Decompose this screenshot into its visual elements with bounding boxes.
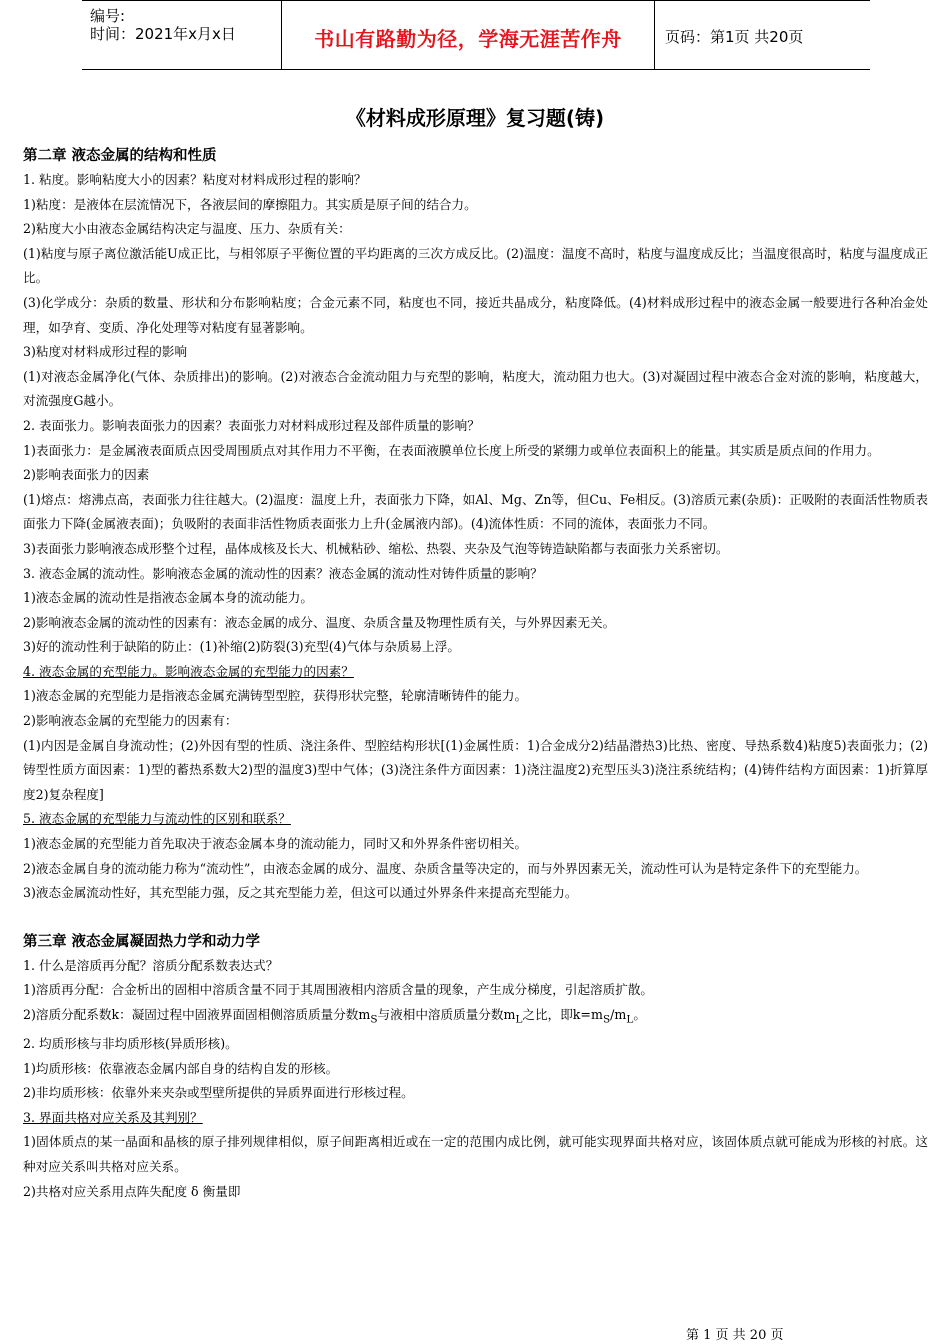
k-text-mid2: 之比，即k=m xyxy=(522,1007,603,1022)
k-text-end: 。 xyxy=(633,1007,646,1022)
header-left-cell xyxy=(82,1,282,69)
header-page-cell xyxy=(655,1,870,69)
page-footer: 第 1 页 共 20 页 xyxy=(686,1328,784,1343)
document-number-label: 编号: xyxy=(90,7,126,25)
paragraph: 2)影响液态金属的流动性的因素有：液态金属的成分、温度、杂质含量及物理性质有关，与外界因素无关。 xyxy=(23,614,616,630)
partition-coefficient-paragraph xyxy=(23,1003,928,1032)
paragraph: 3)液态金属流动性好，其充型能力强，反之其充型能力差，但这可以通过外界条件来提高充型能力。 xyxy=(23,885,578,901)
paragraph: 2)影响表面张力的因素 xyxy=(23,467,150,483)
header-page-code: 页码：第1页 共20页 xyxy=(665,28,804,46)
question-3-heading: 3. 界面共格对应关系及其判别？ xyxy=(23,1109,203,1125)
paragraph: 2)粘度大小由液态金属结构决定与温度、压力、杂质有关： xyxy=(23,221,351,237)
paragraph: 1)溶质再分配：合金析出的固相中溶质含量不同于其周围液相内溶质含量的现象，产生成分梯度，引起溶质扩散。 xyxy=(23,982,654,998)
chapter-3-heading: 第三章 液态金属凝固热力学和动力学 xyxy=(23,933,261,950)
paragraph: (1)内因是金属自身流动性；(2)外因有型的性质、浇注条件、型腔结构形状[(1)金属性质：1)合金成分2)结晶潜热3)比热、密度、导热系数4)粘度5)表面张力；(2)铸型性质方面因素：1)型的蓄热系数大2)型的温度3)型中气体；(3)浇注条件方面因素：1)浇注温度2)充型压头3)浇注系统结构；(4)铸件结构方面因素：1)折算厚度2)复杂程度] xyxy=(23,737,928,802)
k-text-slash: /m xyxy=(610,1007,627,1022)
paragraph: (1)对液态金属净化(气体、杂质排出)的影响。(2)对液态合金流动阻力与充型的影响，粘度大，流动阻力也大。(3)对凝固过程中液态合金对流的影响，粘度越大，对流强度G越小。 xyxy=(23,368,928,409)
paragraph: 3. 液态金属的流动性。影响液态金属的流动性的因素？液态金属的流动性对铸件质量的影响？ xyxy=(23,565,543,581)
chapter-2-heading: 第二章 液态金属的结构和性质 xyxy=(23,148,217,164)
paragraph: 1)液态金属的流动性是指液态金属本身的流动能力。 xyxy=(23,590,313,606)
paragraph: (1)粘度与原子离位激活能U成正比，与相邻原子平衡位置的平均距离的三次方成反比。(2)温度：温度不高时，粘度与温度成反比；当温度很高时，粘度与温度成正比。 xyxy=(23,245,928,286)
paragraph: 1)粘度：是液体在层流情况下，各液层间的摩擦阻力。其实质是原子间的结合力。 xyxy=(23,196,477,212)
paragraph: 2)影响液态金属的充型能力的因素有： xyxy=(23,713,238,729)
document-time-label: 时间：2021年x月x日 xyxy=(90,25,236,43)
document-body xyxy=(23,145,928,1204)
header-motto-cell xyxy=(282,1,655,69)
k-text-mid: 与液相中溶质质量分数m xyxy=(377,1007,516,1022)
document-title: 《材料成形原理》复习题(铸) xyxy=(345,106,605,130)
question-4-heading: 4. 液态金属的充型能力。影响液态金属的充型能力的因素？ xyxy=(23,663,354,679)
k-sub-s: S xyxy=(370,1013,378,1026)
paragraph: 1. 什么是溶质再分配？溶质分配系数表达式？ xyxy=(23,957,279,973)
k-sub-l: L xyxy=(515,1013,523,1026)
paragraph: (3)化学成分：杂质的数量、形状和分布影响粘度；合金元素不同，粘度也不同，接近共晶成分，粘度降低。(4)材料成形过程中的液态金属一般要进行各种冶金处理，如孕育、变质、净化处理等对粘度有显著影响。 xyxy=(23,294,928,335)
paragraph: 1)固体质点的某一晶面和晶核的原子排列规律相似，原子间距离相近或在一定的范围内成比例，就可能实现界面共格对应，该固体质点就可能成为形核的衬底。这种对应关系叫共格对应关系。 xyxy=(23,1134,928,1175)
paragraph: (1)熔点：熔沸点高，表面张力往往越大。(2)温度：温度上升，表面张力下降，如Al、Mg、Zn等，但Cu、Fe相反。(3)溶质元素(杂质)：正吸附的表面活性物质表面张力下降(金属液表面)；负吸附的表面非活性物质表面张力上升(金属液内部)。(4)流体性质：不同的流体，表面张力不同。 xyxy=(23,491,928,532)
paragraph: 2)共格对应关系用点阵失配度 δ 衡量即 xyxy=(23,1183,241,1199)
paragraph: 2)液态金属自身的流动能力称为“流动性”，由液态金属的成分、温度、杂质含量等决定的，而与外界因素无关，流动性可认为是特定条件下的充型能力。 xyxy=(23,860,868,876)
paragraph: 3)好的流动性利于缺陷的防止：(1)补缩(2)防裂(3)充型(4)气体与杂质易上浮。 xyxy=(23,639,460,655)
page-header xyxy=(82,0,870,70)
paragraph: 2)非均质形核：依靠外来夹杂或型壁所提供的异质界面进行形核过程。 xyxy=(23,1085,414,1101)
k-text-prefix: 2)溶质分配系数k：凝固过程中固液界面固相侧溶质质量分数m xyxy=(23,1007,371,1022)
paragraph: 3)粘度对材料成形过程的影响 xyxy=(23,344,188,360)
paragraph: 1)表面张力：是金属液表面质点因受周围质点对其作用力不平衡，在表面液膜单位长度上所受的紧绷力或单位表面积上的能量。其实质是质点间的作用力。 xyxy=(23,442,880,458)
k-sub-s2: S xyxy=(602,1013,611,1026)
paragraph: 1)液态金属的充型能力首先取决于液态金属本身的流动能力，同时又和外界条件密切相关。 xyxy=(23,836,528,852)
k-sub-l2: L xyxy=(626,1013,634,1026)
question-5-heading: 5. 液态金属的充型能力与流动性的区别和联系？ xyxy=(23,811,291,827)
paragraph: 2. 均质形核与非均质形核(异质形核)。 xyxy=(23,1036,238,1052)
paragraph: 2. 表面张力。影响表面张力的因素？表面张力对材料成形过程及部件质量的影响？ xyxy=(23,417,480,433)
paragraph: 3)表面张力影响液态成形整个过程，晶体成核及长大、机械粘砂、缩松、热裂、夹杂及气泡等铸造缺陷都与表面张力关系密切。 xyxy=(23,540,729,556)
paragraph: 1. 粘度。影响粘度大小的因素？粘度对材料成形过程的影响？ xyxy=(23,172,367,187)
paragraph: 1)均质形核：依靠液态金属内部自身的结构自发的形核。 xyxy=(23,1060,339,1076)
paragraph: 1)液态金属的充型能力是指液态金属充满铸型型腔，获得形状完整，轮廓清晰铸件的能力。 xyxy=(23,688,528,704)
header-motto: 书山有路勤为径，学海无涯苦作舟 xyxy=(314,27,622,51)
section-spacer xyxy=(23,906,928,931)
